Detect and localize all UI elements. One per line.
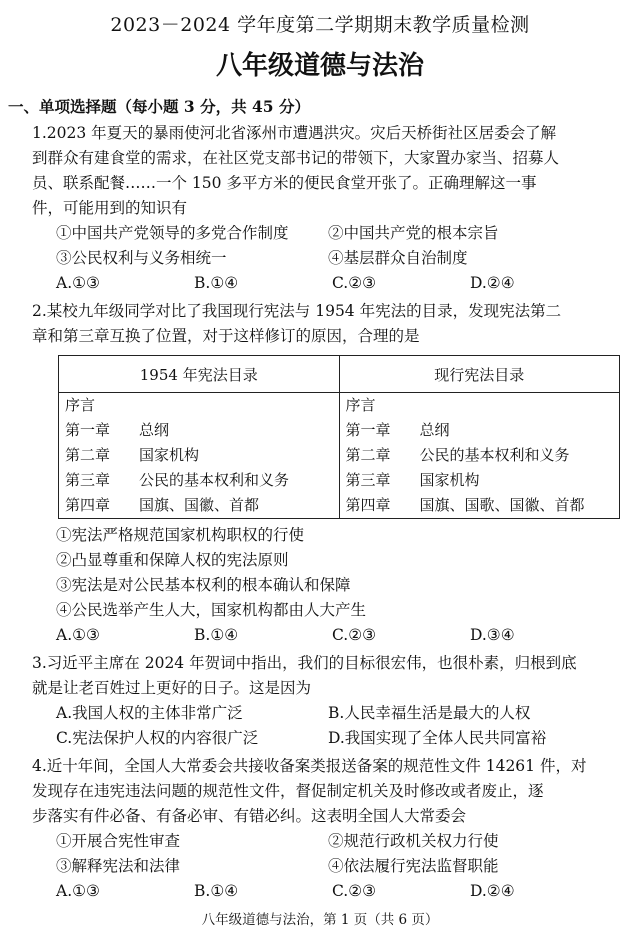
table-cell (59, 443, 340, 468)
chapter-number: 第二章 (65, 446, 111, 464)
option-a: A.①③ (56, 882, 100, 900)
answer-options (0, 879, 640, 904)
statement: ①宪法严格规范国家机构职权的行使 (56, 526, 305, 544)
option-b: B.①④ (194, 882, 239, 900)
chapter-number: 第四章 (345, 496, 391, 514)
question-line: 4.近十年间，全国人大常委会共接收备案类报送备案的规范性文件 14261 件，对 (32, 757, 587, 775)
table-cell (339, 493, 620, 519)
option-d: D.②④ (470, 274, 515, 292)
option-d: D.我国实现了全体人民共同富裕 (328, 729, 547, 747)
option-c: C.②③ (332, 274, 377, 292)
statement: ③宪法是对公民基本权利的根本确认和保障 (56, 576, 351, 594)
statement: ①开展合宪性审查 (56, 832, 181, 850)
option-b: B.①④ (194, 626, 239, 644)
question-line: 件，可能用到的知识有 (32, 199, 188, 217)
constitution-comparison-table (58, 355, 620, 519)
question-2 (0, 299, 640, 349)
table-row (59, 393, 620, 419)
chapter-title: 国家机构 (419, 471, 480, 489)
statement: ②规范行政机关权力行使 (328, 832, 499, 850)
chapter-number: 序言 (65, 396, 96, 414)
table-cell (59, 393, 340, 419)
statement: ④基层群众自治制度 (328, 249, 468, 267)
table-cell (339, 468, 620, 493)
option-a: A.①③ (56, 274, 100, 292)
statement: ④依法履行宪法监督职能 (328, 857, 499, 875)
question-line: 章和第三章互换了位置，对于这样修订的原因，合理的是 (32, 327, 420, 345)
chapter-number: 第一章 (65, 421, 111, 439)
table-header: 现行宪法目录 (339, 356, 620, 393)
option-b: B.人民幸福生活是最大的人权 (328, 704, 531, 722)
exam-header (0, 0, 640, 86)
statement: ②中国共产党的根本宗旨 (328, 224, 499, 242)
option-a: A.①③ (56, 626, 100, 644)
answer-options (0, 726, 640, 751)
answer-options (0, 271, 640, 296)
table-row (59, 443, 620, 468)
exam-title: 2023－2024 学年度第二学期期末教学质量检测 (110, 14, 530, 36)
statement-row (0, 246, 640, 271)
option-c: C.②③ (332, 882, 377, 900)
chapter-title: 国旗、国徽、首都 (139, 496, 260, 514)
statement-row (0, 829, 640, 854)
chapter-number: 第二章 (345, 446, 391, 464)
section-title: 一、单项选择题（每小题 3 分，共 45 分） (8, 97, 310, 116)
question-4 (0, 754, 640, 829)
table-cell (339, 393, 620, 419)
question-line: 就是让老百姓过上更好的日子。这是因为 (32, 679, 312, 697)
chapter-title: 公民的基本权利和义务 (419, 446, 570, 464)
question-line: 员、联系配餐……一个 150 多平方米的便民食堂开张了。正确理解这一事 (32, 174, 537, 192)
option-c: C.②③ (332, 626, 377, 644)
chapter-title: 总纲 (139, 421, 170, 439)
chapter-title: 公民的基本权利和义务 (139, 471, 290, 489)
statement: ①中国共产党领导的多党合作制度 (56, 224, 289, 242)
option-b: B.①④ (194, 274, 239, 292)
option-d: D.③④ (470, 626, 515, 644)
question-line: 3.习近平主席在 2024 年贺词中指出，我们的目标很宏伟，也很朴素，归根到底 (32, 654, 577, 672)
question-line: 到群众有建食堂的需求，在社区党支部书记的带领下，大家置办家当、招募人 (32, 149, 560, 167)
option-d: D.②④ (470, 882, 515, 900)
statement-row (0, 221, 640, 246)
chapter-title: 国家机构 (139, 446, 200, 464)
table-cell (339, 443, 620, 468)
chapter-title: 总纲 (419, 421, 450, 439)
table-header-row (59, 356, 620, 393)
statement: ③公民权利与义务相统一 (56, 249, 227, 267)
answer-options (0, 701, 640, 726)
question-1 (0, 121, 640, 221)
statement-row (0, 854, 640, 879)
table-cell (59, 468, 340, 493)
table-row (59, 418, 620, 443)
table-row (59, 493, 620, 519)
answer-options (0, 623, 640, 648)
chapter-number: 第三章 (65, 471, 111, 489)
question-line: 2.某校九年级同学对比了我国现行宪法与 1954 年宪法的目录，发现宪法第二 (32, 302, 562, 320)
question-line: 发现存在违宪违法问题的规范性文件，督促制定机关及时修改或者废止，逐 (32, 782, 544, 800)
chapter-number: 第四章 (65, 496, 111, 514)
table-cell (59, 493, 340, 519)
table-row (59, 468, 620, 493)
subject-title: 八年级道德与法治 (215, 51, 424, 81)
option-c: C.宪法保护人权的内容很广泛 (56, 729, 259, 747)
table-cell (59, 418, 340, 443)
page-footer: 八年级道德与法治，第 1 页（共 6 页） (201, 912, 439, 928)
statement: ②凸显尊重和保障人权的宪法原则 (56, 551, 289, 569)
chapter-number: 第一章 (345, 421, 391, 439)
option-a: A.我国人权的主体非常广泛 (56, 704, 243, 722)
table-cell (339, 418, 620, 443)
question-line: 步落实有件必备、有备必审、有错必纠。这表明全国人大常委会 (32, 807, 467, 825)
statement: ③解释宪法和法律 (56, 857, 181, 875)
question-3 (0, 651, 640, 701)
chapter-title: 国旗、国歌、国徽、首都 (419, 496, 585, 514)
table-header: 1954 年宪法目录 (59, 356, 340, 393)
question-line: 1.2023 年夏天的暴雨使河北省涿州市遭遇洪灾。灾后天桥街社区居委会了解 (32, 124, 557, 142)
statement: ④公民选举产生人大，国家机构都由人大产生 (56, 601, 367, 619)
chapter-number: 序言 (345, 396, 376, 414)
chapter-number: 第三章 (345, 471, 391, 489)
